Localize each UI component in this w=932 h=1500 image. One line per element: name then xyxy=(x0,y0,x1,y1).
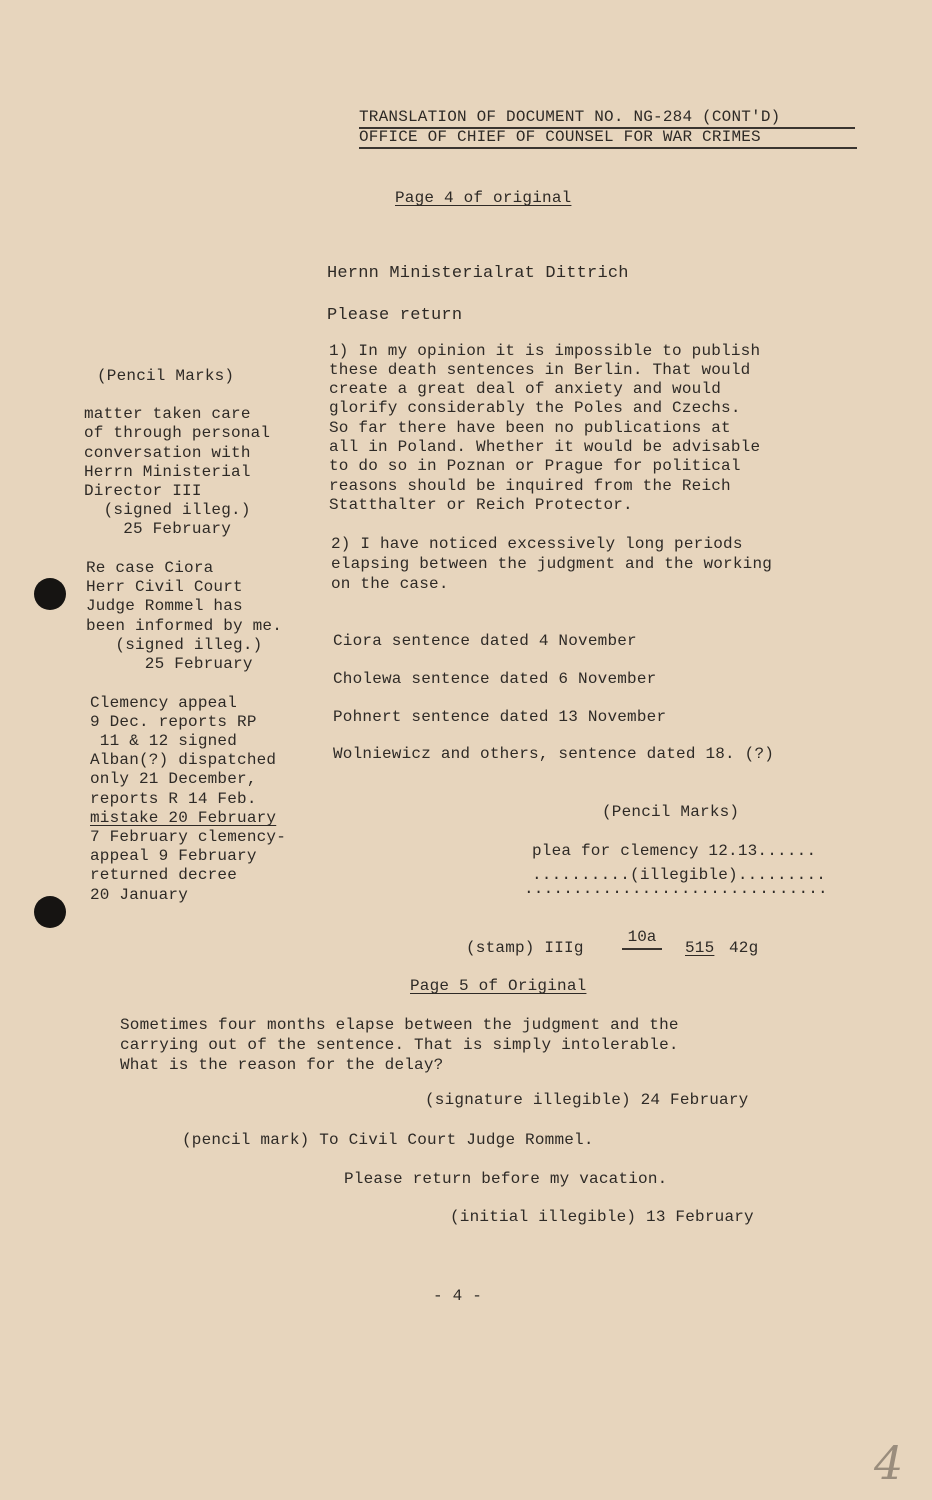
sentence-item: Wolniewicz and others, sentence dated 18. (?) xyxy=(333,745,775,763)
addressee: Hernn Ministerialrat Dittrich xyxy=(327,264,629,283)
punch-hole-top xyxy=(34,578,66,610)
paragraph-line: So far there have been no publications at xyxy=(329,419,731,437)
paragraph-line: reasons should be inquired from the Reich xyxy=(329,477,731,495)
stamp-number: 515 xyxy=(685,939,715,957)
margin-line: Director III xyxy=(84,482,202,500)
dotted-line: ............................... xyxy=(524,880,828,898)
pencil-mark-note: (pencil mark) To Civil Court Judge Rommel. xyxy=(182,1131,594,1149)
paragraph-line: 1) In my opinion it is impossible to publish xyxy=(329,342,761,360)
margin-line: reports R 14 Feb. xyxy=(90,790,257,808)
margin-line: (signed illeg.) xyxy=(86,636,263,654)
stamp-fraction-bar xyxy=(622,948,662,950)
margin-line: 20 January xyxy=(90,886,189,904)
return-note: Please return before my vacation. xyxy=(344,1170,668,1188)
paragraph-line: all in Poland. Whether it would be advisable xyxy=(329,438,761,456)
margin-line: 25 February xyxy=(84,520,232,538)
margin-line: only 21 December, xyxy=(90,770,257,788)
stamp-fraction xyxy=(622,928,662,950)
margin-line: conversation with xyxy=(84,444,251,462)
sentence-item: Pohnert sentence dated 13 November xyxy=(333,708,667,726)
margin-pencil-marks: (Pencil Marks) xyxy=(97,367,235,385)
margin-line: Judge Rommel has xyxy=(86,597,243,615)
margin-line: appeal 9 February xyxy=(90,847,257,865)
margin-line: of through personal xyxy=(84,424,271,442)
paragraph-line: these death sentences in Berlin. That would xyxy=(329,361,751,379)
sentence-item: Ciora sentence dated 4 November xyxy=(333,632,637,650)
margin-line: been informed by me. xyxy=(86,617,283,635)
paragraph-line: Statthalter or Reich Protector. xyxy=(329,496,633,514)
page-5-line: Sometimes four months elapse between the judgment and the xyxy=(120,1016,679,1034)
page-5-heading: Page 5 of Original xyxy=(410,977,587,995)
main-pencil-marks: (Pencil Marks) xyxy=(602,803,740,821)
paragraph-line: elapsing between the judgment and the working xyxy=(331,555,773,573)
paragraph-line: glorify considerably the Poles and Czechs. xyxy=(329,399,741,417)
margin-line: matter taken care xyxy=(84,405,251,423)
page-5-line: What is the reason for the delay? xyxy=(120,1056,444,1074)
margin-line: mistake 20 February xyxy=(90,809,277,827)
margin-line: 25 February xyxy=(86,655,253,673)
punch-hole-bottom xyxy=(34,896,66,928)
margin-line: 7 February clemency- xyxy=(90,828,287,846)
signature-note: (signature illegible) 24 February xyxy=(425,1091,749,1109)
header-rule-2 xyxy=(359,147,857,149)
stamp-fraction-numerator: 10a xyxy=(627,928,657,946)
initial-note: (initial illegible) 13 February xyxy=(450,1208,754,1226)
clemency-line: plea for clemency 12.13...... xyxy=(532,842,817,860)
paragraph-line: to do so in Poznan or Prague for political xyxy=(329,457,741,475)
margin-line: returned decree xyxy=(90,866,238,884)
please-return: Please return xyxy=(327,306,463,325)
illegible-line: ..........(illegible)......... xyxy=(532,866,827,884)
page-5-line: carrying out of the sentence. That is simply intolerable. xyxy=(120,1036,679,1054)
page-4-heading: Page 4 of original xyxy=(395,189,572,207)
margin-line: Re case Ciora xyxy=(86,559,214,577)
margin-line: (signed illeg.) xyxy=(84,501,251,519)
sentence-item: Cholewa sentence dated 6 November xyxy=(333,670,657,688)
margin-line: Herrn Ministerial xyxy=(84,463,251,481)
handwritten-page-number: 4 xyxy=(874,1436,904,1490)
paragraph-line: on the case. xyxy=(331,575,449,593)
margin-line: 9 Dec. reports RP xyxy=(90,713,257,731)
paragraph-line: 2) I have noticed excessively long periods xyxy=(331,535,743,553)
stamp-suffix: 42g xyxy=(729,939,759,957)
stamp-prefix: (stamp) IIIg xyxy=(466,939,584,957)
margin-line: Alban(?) dispatched xyxy=(90,751,277,769)
margin-line: Herr Civil Court xyxy=(86,578,243,596)
header-line-1: TRANSLATION OF DOCUMENT NO. NG-284 (CONT'D) xyxy=(359,108,781,126)
margin-line: Clemency appeal xyxy=(90,694,238,712)
header-line-2: OFFICE OF CHIEF OF COUNSEL FOR WAR CRIMES xyxy=(359,128,761,146)
paragraph-line: create a great deal of anxiety and would xyxy=(329,380,722,398)
margin-line: 11 & 12 signed xyxy=(90,732,238,750)
page-number: - 4 - xyxy=(433,1287,483,1305)
